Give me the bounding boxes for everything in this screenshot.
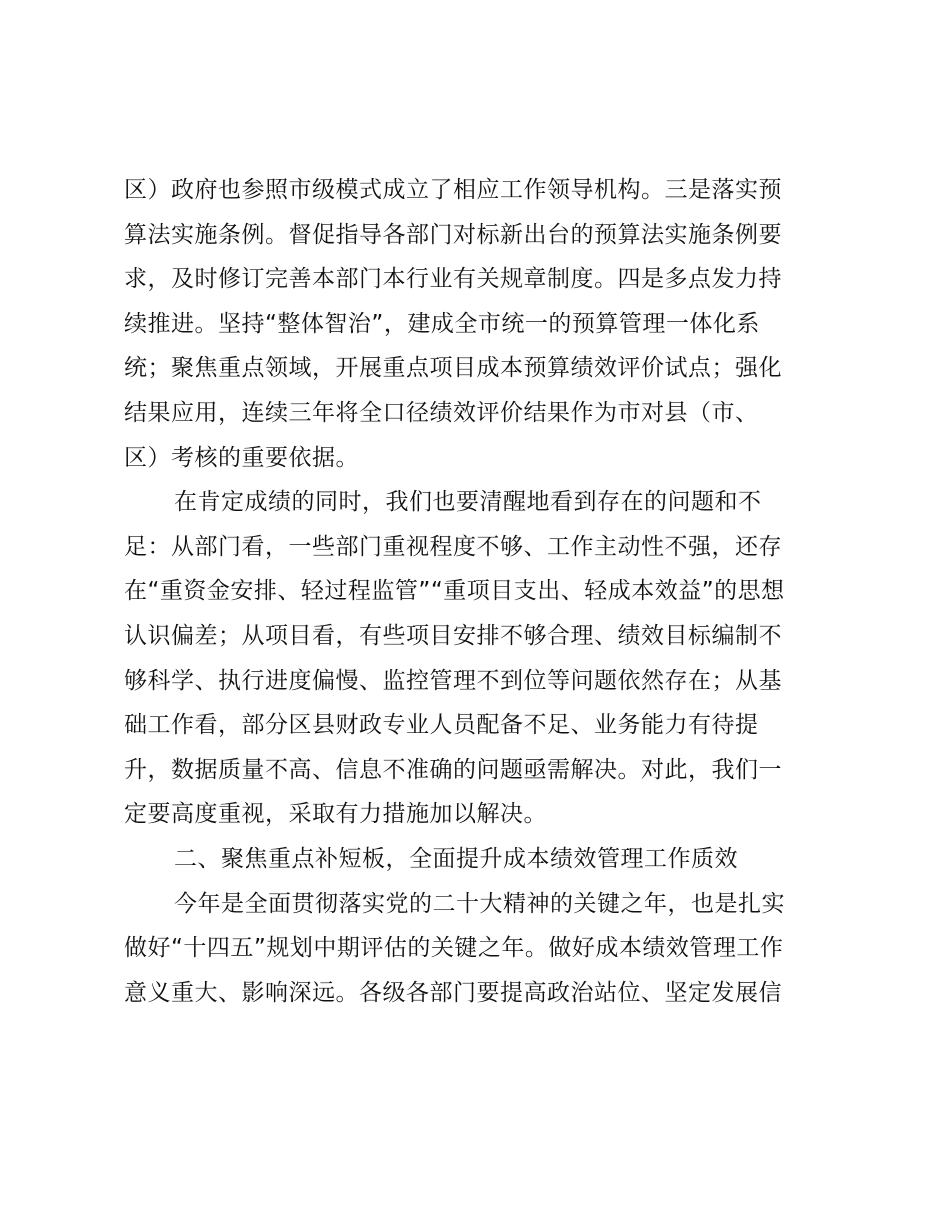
text-line: 足：从部门看，一些部门重视程度不够、工作主动性不强，还存 (124, 533, 782, 560)
text-line: 求，及时修订完善本部门本行业有关规章制度。四是多点发力持 (124, 266, 782, 293)
text-line: 算法实施条例。督促指导各部门对标新出台的预算法实施条例要 (124, 221, 782, 248)
text-line: 续推进。坚持“整体智治”，建成全市统一的预算管理一体化系 (124, 310, 760, 337)
text-line: 础工作看，部分区县财政专业人员配备不足、业务能力有待提 (124, 712, 759, 739)
text-line: 区）考核的重要依据。 (124, 444, 359, 471)
paragraph-first-line: 在肯定成绩的同时，我们也要清醒地看到存在的问题和不 (174, 489, 762, 516)
text-line: 定要高度重视，采取有力措施加以解决。 (124, 801, 547, 828)
text-line: 够科学、执行进度偏慢、监控管理不到位等问题依然存在；从基 (124, 667, 782, 694)
text-line: 在“重资金安排、轻过程监管”“重项目支出、轻成本效益”的思想 (124, 578, 785, 605)
text-line: 结果应用，连续三年将全口径绩效评价结果作为市对县（市、 (124, 399, 759, 426)
paragraph-first-line: 今年是全面贯彻落实党的二十大精神的关键之年，也是扎实 (174, 890, 785, 917)
text-line: 认识偏差；从项目看，有些项目安排不够合理、绩效目标编制不 (124, 622, 782, 649)
document-body (124, 168, 824, 1015)
text-line: 统；聚焦重点领域，开展重点项目成本预算绩效评价试点；强化 (124, 355, 782, 382)
section-heading: 二、聚焦重点补短板，全面提升成本绩效管理工作质效 (174, 845, 738, 872)
text-line: 做好“十四五”规划中期评估的关键之年。做好成本绩效管理工作 (124, 935, 784, 962)
text-line: 意义重大、影响深远。各级各部门要提高政治站位、坚定发展信 (124, 979, 782, 1006)
text-line: 升，数据质量不高、信息不准确的问题亟需解决。对此，我们一 (124, 756, 782, 783)
text-line: 区）政府也参照市级模式成立了相应工作领导机构。三是落实预 (124, 177, 782, 203)
